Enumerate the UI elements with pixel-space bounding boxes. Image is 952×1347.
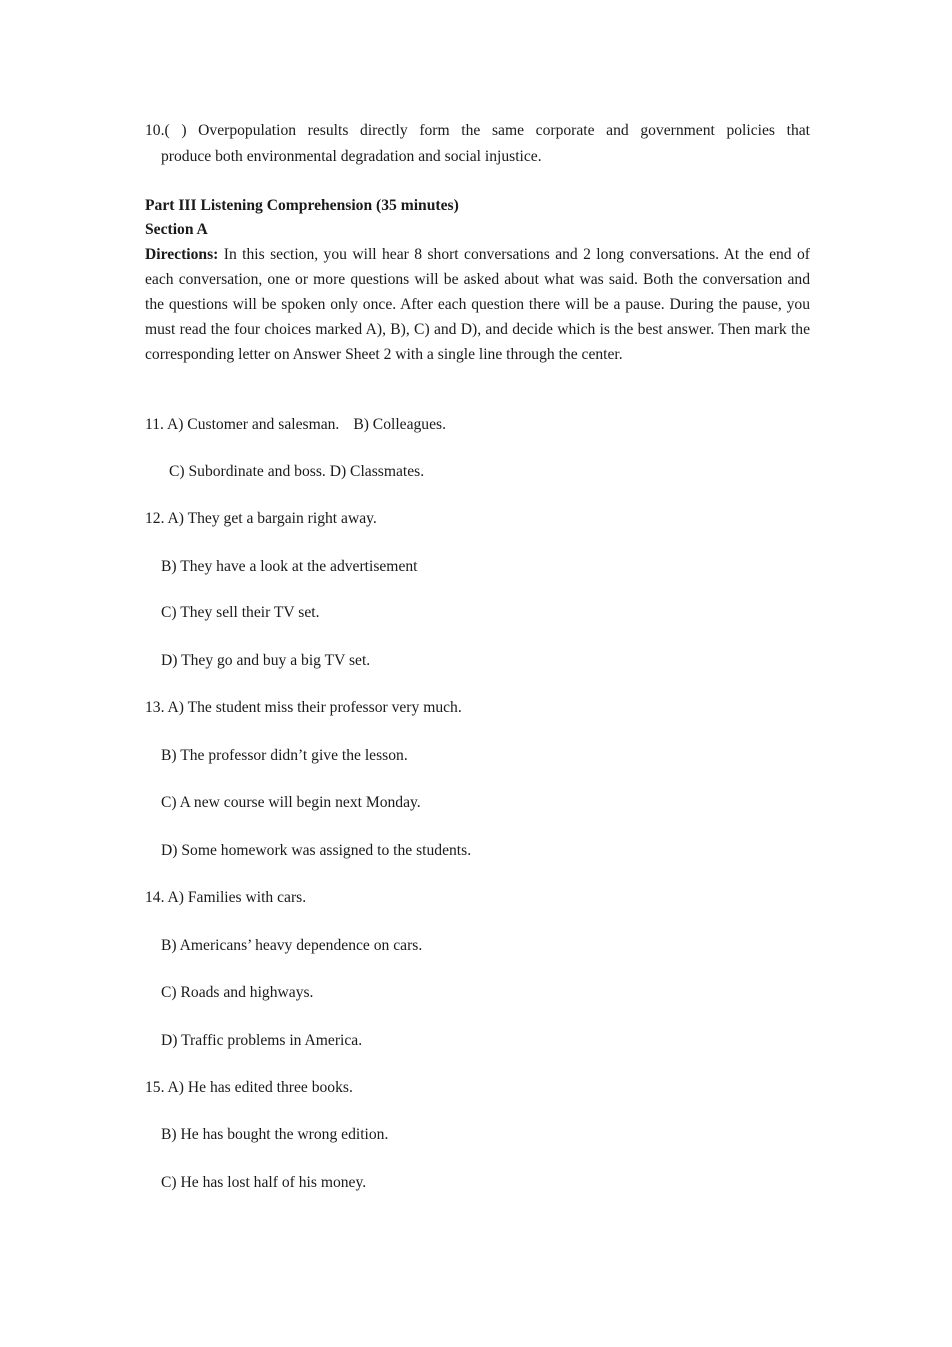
- question-14-option-a: 14. A) Families with cars.: [145, 889, 307, 906]
- question-11-option-a: 11. A) Customer and salesman.: [145, 416, 340, 433]
- directions-paragraph: [145, 242, 810, 367]
- section-heading: Section A: [145, 221, 208, 238]
- question-13-option-b: B) The professor didn’t give the lesson.: [161, 747, 408, 764]
- question-13-option-d: D) Some homework was assigned to the students.: [161, 842, 472, 859]
- question-11-row-1: [145, 414, 446, 436]
- question-11-option-b: B) Colleagues.: [353, 416, 446, 433]
- question-11-option-d: D) Classmates.: [329, 463, 425, 480]
- question-12-option-c: C) They sell their TV set.: [161, 604, 320, 621]
- question-12-option-b: B) They have a look at the advertisement: [161, 558, 418, 575]
- question-10: [145, 118, 810, 169]
- question-14-option-b: B) Americans’ heavy dependence on cars.: [161, 937, 423, 954]
- question-14-option-c: C) Roads and highways.: [161, 984, 314, 1001]
- question-11-row-2: [169, 461, 424, 483]
- question-14-option-d: D) Traffic problems in America.: [161, 1032, 363, 1049]
- question-13-option-a: 13. A) The student miss their professor very much.: [145, 699, 462, 716]
- question-11-option-c: C) Subordinate and boss.: [169, 463, 326, 480]
- directions-label: Directions:: [145, 246, 219, 263]
- question-15-option-b: B) He has bought the wrong edition.: [161, 1126, 389, 1143]
- question-10-line-1: 10.( ) Overpopulation results directly form the same corporate and government policies that: [145, 122, 810, 139]
- question-13-option-c: C) A new course will begin next Monday.: [161, 794, 421, 811]
- part-heading: Part III Listening Comprehension (35 minutes): [145, 197, 459, 214]
- question-12-option-d: D) They go and buy a big TV set.: [161, 652, 371, 669]
- directions-text: In this section, you will hear 8 short conversations and 2 long conversations. At the end of each conversation, one or more questions will be asked about what was said. Both the conversation and the questions will be spoken only once. After each question there will be a pause. During the pause, you must read the four choices marked A), B), C) and D), and decide which is the best answer. Then mark the corresponding letter on Answer Sheet 2 with a single line through the center.: [145, 246, 810, 363]
- question-12-option-a: 12. A) They get a bargain right away.: [145, 510, 377, 527]
- question-15-option-a: 15. A) He has edited three books.: [145, 1079, 353, 1096]
- question-15-option-c: C) He has lost half of his money.: [161, 1174, 367, 1191]
- question-10-line-2: produce both environmental degradation and social injustice.: [161, 147, 542, 165]
